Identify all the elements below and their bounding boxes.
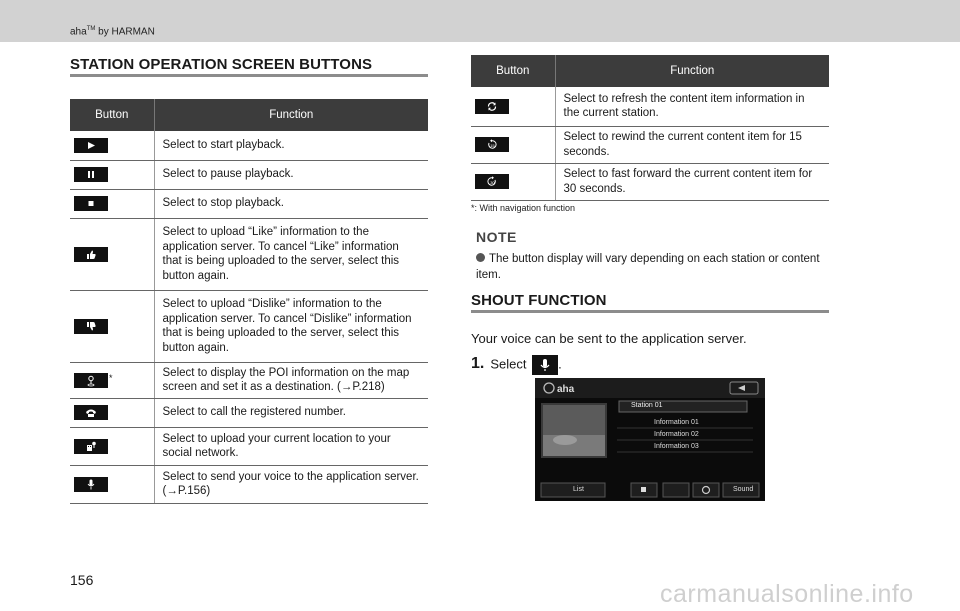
column-header-button: Button xyxy=(471,55,555,87)
function-description: Select to stop playback. xyxy=(154,189,428,218)
function-description: Select to display the POI information on the map screen and set it as a destination. (→P.218) xyxy=(154,362,428,398)
function-description: Select to call the registered number. xyxy=(154,398,428,427)
button-cell xyxy=(471,163,555,200)
step-1: 1. Select . xyxy=(471,355,562,375)
note-text: The button display will vary depending on each station or content item. xyxy=(476,253,820,281)
share-location-icon xyxy=(74,439,108,454)
left-button-table xyxy=(70,99,428,504)
table-header-row xyxy=(471,55,829,87)
list-button: List xyxy=(573,486,584,493)
bullet-icon xyxy=(476,253,485,262)
thumbs-up-icon xyxy=(74,247,108,262)
rewind-15-icon xyxy=(475,137,509,152)
page-number: 156 xyxy=(70,572,94,588)
table-row xyxy=(70,131,428,160)
table-row xyxy=(70,362,428,398)
footnote-marker: * xyxy=(109,372,113,383)
head-unit-screenshot xyxy=(535,378,765,501)
table-row xyxy=(70,465,428,503)
sound-button: Sound xyxy=(733,486,754,493)
pause-icon xyxy=(74,167,108,182)
function-description: Select to fast forward the current content item for 30 seconds. xyxy=(555,163,829,200)
column-header-function: Function xyxy=(154,99,428,131)
table-row xyxy=(70,160,428,189)
info-line-3: Information 03 xyxy=(654,443,699,450)
button-cell xyxy=(471,87,555,126)
microphone-icon xyxy=(532,355,558,375)
shout-description: Your voice can be sent to the application server. xyxy=(471,331,747,346)
watermark: carmanualsonline.info xyxy=(660,580,914,608)
play-icon xyxy=(74,138,108,153)
phone-icon xyxy=(74,405,108,420)
table-row xyxy=(70,290,428,362)
button-cell xyxy=(471,126,555,163)
function-description: Select to start playback. xyxy=(154,131,428,160)
map-pin-icon xyxy=(74,373,108,388)
page-header-bar xyxy=(0,0,960,42)
station-name: Station 01 xyxy=(631,402,663,409)
section-title-rule xyxy=(471,310,829,313)
stop-icon xyxy=(74,196,108,211)
brand-label: aha™ by HARMAN xyxy=(70,26,155,38)
table-header-row xyxy=(70,99,428,131)
function-description: Select to send your voice to the application server. (→P.156) xyxy=(154,465,428,503)
table-row xyxy=(471,126,829,163)
button-cell xyxy=(70,427,154,465)
table-row xyxy=(70,427,428,465)
right-button-table xyxy=(471,55,829,201)
column-header-button: Button xyxy=(70,99,154,131)
button-cell xyxy=(70,218,154,290)
svg-text:15: 15 xyxy=(490,143,495,148)
step-text: Select xyxy=(490,356,527,372)
microphone-icon xyxy=(74,477,108,492)
section-title-rule xyxy=(70,74,428,77)
footnote: *: With navigation function xyxy=(471,203,576,213)
button-cell xyxy=(70,160,154,189)
thumbs-down-icon xyxy=(74,319,108,334)
info-line-1: Information 01 xyxy=(654,419,699,426)
function-description: Select to refresh the content item information in the current station. xyxy=(555,87,829,126)
function-description: Select to pause playback. xyxy=(154,160,428,189)
section-title-shout: SHOUT FUNCTION xyxy=(471,292,607,309)
button-cell xyxy=(70,362,154,398)
info-line-2: Information 02 xyxy=(654,431,699,438)
button-cell xyxy=(70,290,154,362)
table-row xyxy=(70,398,428,427)
table-row xyxy=(70,218,428,290)
svg-text:aha: aha xyxy=(557,384,575,395)
table-row xyxy=(70,189,428,218)
section-title-station-buttons: STATION OPERATION SCREEN BUTTONS xyxy=(70,56,373,73)
function-description: Select to upload your current location to your social network. xyxy=(154,427,428,465)
button-cell xyxy=(70,398,154,427)
function-description: Select to rewind the current content item for 15 seconds. xyxy=(555,126,829,163)
column-header-function: Function xyxy=(555,55,829,87)
step-number: 1. xyxy=(471,355,485,373)
forward-30-icon xyxy=(475,174,509,189)
button-cell xyxy=(70,465,154,503)
function-description: Select to upload “Like” information to the application server. To cancel “Like” information that is being uploaded to the server, select this button again. xyxy=(154,218,428,290)
table-row xyxy=(471,163,829,200)
note-title: NOTE xyxy=(476,229,517,245)
button-cell xyxy=(70,131,154,160)
table-row xyxy=(471,87,829,126)
svg-text:30: 30 xyxy=(490,180,495,185)
function-description: Select to upload “Dislike” information to the application server. To cancel “Dislike” information that is being uploaded to the server, select this button again. xyxy=(154,290,428,362)
button-cell xyxy=(70,189,154,218)
refresh-icon xyxy=(475,99,509,114)
